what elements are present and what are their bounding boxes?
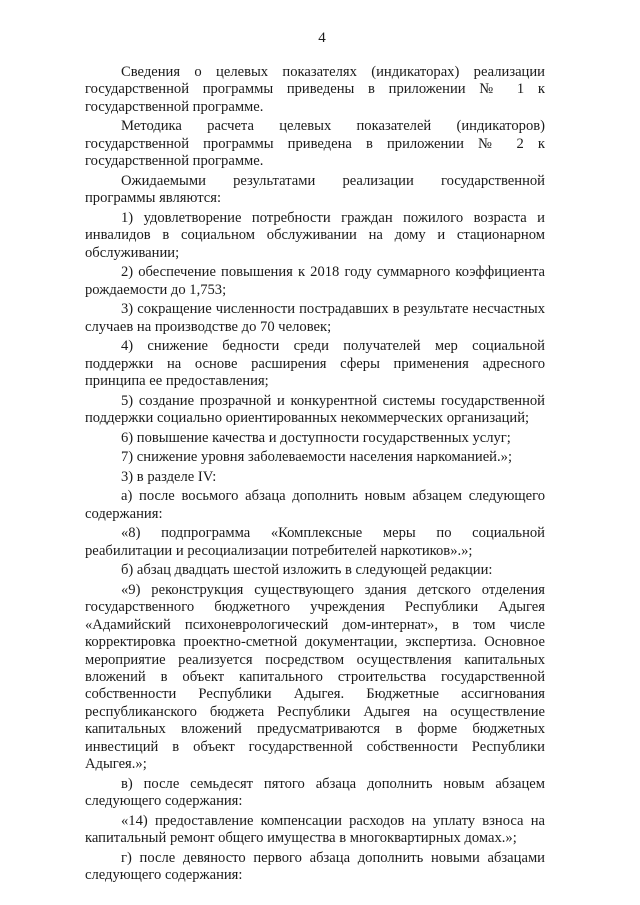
paragraph: в) после семьдесят пятого абзаца дополнить новым абзацем следующего содержания: <box>85 775 545 810</box>
list-item: 3) сокращение численности пострадавших в результате несчастных случаев на производстве до 70 человек; <box>85 301 545 335</box>
document-body <box>85 64 545 887</box>
page-number: 4 <box>318 30 326 46</box>
paragraph: «9) реконструкция существующего здания детского отделения государственного бюджетного учреждения Республики Адыгея «Адамийский психоневрологический дом-интернат», в том числе корректировка проектно-сметной документации, экспертиза. Основное мероприятие реализуется посредством осуществления капитальных вложений в объект капитального строительства государственной собственности Республики Адыгея. Бюджетные ассигнования республиканского бюджета Республики Адыгея на осуществление капитальных вложений предусматриваются в форме бюджетных инвестиций в объект государственной собственности Республики Адыгея.»; <box>85 582 545 773</box>
list-item: 4) снижение бедности среди получателей мер социальной поддержки на основе расширения сферы применения адресного принципа ее предоставления; <box>85 338 545 390</box>
list-item: 6) повышение качества и доступности государственных услуг; <box>121 429 511 446</box>
list-item: 2) обеспечение повышения к 2018 году суммарного коэффициента рождаемости до 1,753; <box>85 264 545 298</box>
paragraph: Ожидаемыми результатами реализации государственной программы являются: <box>85 172 545 207</box>
paragraph: Сведения о целевых показателях (индикаторах) реализации государственной программы приведены в приложении № 1 к государственной программе. <box>85 64 545 115</box>
paragraph: «14) предоставление компенсации расходов на уплату взноса на капитальный ремонт общего имущества в многоквартирных домах.»; <box>85 812 545 847</box>
list-item: 7) снижение уровня заболеваемости населения наркоманией.»; <box>121 449 512 466</box>
list-item: 1) удовлетворение потребности граждан пожилого возраста и инвалидов в социальном обслуживании на дому и стационарном обслуживании; <box>85 209 545 261</box>
paragraph: «8) подпрограмма «Комплексные меры по социальной реабилитации и ресоциализации потребителей наркотиков».»; <box>85 525 545 559</box>
paragraph: б) абзац двадцать шестой изложить в следующей редакции: <box>121 562 493 579</box>
paragraph: Методика расчета целевых показателей (индикаторов) государственной программы приведена в приложении № 2 к государственной программе. <box>85 118 545 170</box>
list-item: 5) создание прозрачной и конкурентной системы государственной поддержки социально ориентированных некоммерческих организаций; <box>85 392 545 427</box>
paragraph: 3) в разделе IV: <box>121 468 217 485</box>
paragraph: а) после восьмого абзаца дополнить новым абзацем следующего содержания: <box>85 488 545 522</box>
paragraph: г) после девяносто первого абзаца дополнить новыми абзацами следующего содержания: <box>85 849 545 884</box>
